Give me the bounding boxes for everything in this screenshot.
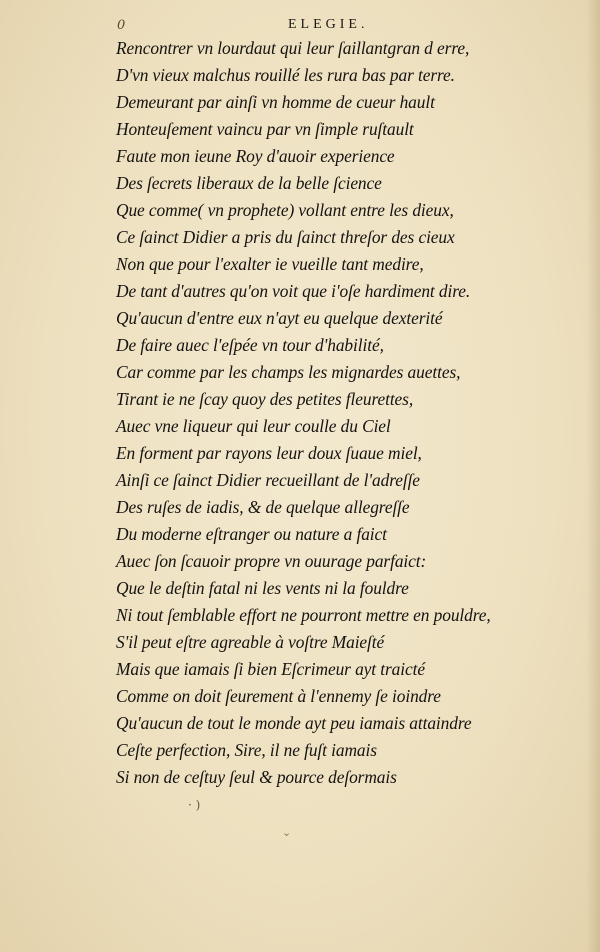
running-head: ELEGIE. <box>288 17 369 32</box>
verse-line: Que le deſtin fatal ni les vents ni la fouldre <box>116 578 409 598</box>
verse-line: Faute mon ieune Roy d'auoir experience <box>116 146 395 166</box>
paper-mark: ⌄ <box>282 826 292 839</box>
verse-line: Rencontrer vn lourdaut qui leur ſaillantgran d erre, <box>116 38 470 58</box>
verse-line: Demeurant par ainſi vn homme de cueur hault <box>116 92 435 112</box>
verse-line: Qu'aucun d'entre eux n'ayt eu quelque dexterité <box>116 308 443 328</box>
verse-line: D'vn vieux malchus rouillé les rura bas par terre. <box>116 65 455 85</box>
verse-line: Non que pour l'exalter ie vueille tant medire, <box>116 254 424 274</box>
verse-line: Auec vne liqueur qui leur coulle du Ciel <box>116 416 391 436</box>
verse-line: Tirant ie ne ſcay quoy des petites fleurettes, <box>116 389 414 409</box>
verse-line: Ce ſainct Didier a pris du ſainct threſor des cieux <box>116 227 455 247</box>
verse-line: Ainſi ce ſainct Didier recueillant de l'adreſſe <box>116 470 420 490</box>
verse-line: Qu'aucun de tout le monde ayt peu iamais attaindre <box>116 713 472 733</box>
poem-verse-block <box>116 35 556 791</box>
verse-line: Ceſte perfection, Sire, il ne fuſt iamais <box>116 740 377 760</box>
verse-line: De faire auec l'eſpée vn tour d'habilité, <box>116 335 384 355</box>
verse-line: En forment par rayons leur doux ſuaue miel, <box>116 443 422 463</box>
ink-speck: · ) <box>188 798 201 812</box>
page-gutter-shadow <box>586 0 600 952</box>
verse-line: Honteuſement vaincu par vn ſimple ruſtault <box>116 119 414 139</box>
verse-line: Des ruſes de iadis, & de quelque allegreſſe <box>116 497 410 517</box>
verse-line: S'il peut eſtre agreable à voſtre Maieſté <box>116 632 385 652</box>
verse-line: Que comme( vn prophete) vollant entre les dieux, <box>116 200 454 220</box>
verse-line: Mais que iamais ſi bien Eſcrimeur ayt traicté <box>116 659 425 679</box>
verse-line: Car comme par les champs les mignardes auettes, <box>116 362 461 382</box>
page-number: 0 <box>117 18 126 33</box>
verse-line: Si non de ceſtuy ſeul & pource deſormais <box>116 767 397 787</box>
verse-line: De tant d'autres qu'on voit que i'oſe hardiment dire. <box>116 281 471 301</box>
verse-line: Ni tout ſemblable effort ne pourront mettre en pouldre, <box>116 605 491 625</box>
verse-line: Des ſecrets liberaux de la belle ſcience <box>116 173 382 193</box>
verse-line: Auec ſon ſcauoir propre vn ouurage parfaict: <box>116 551 427 571</box>
verse-line: Comme on doit ſeurement à l'ennemy ſe ioindre <box>116 686 441 706</box>
verse-line: Du moderne eſtranger ou nature a faict <box>116 524 387 544</box>
